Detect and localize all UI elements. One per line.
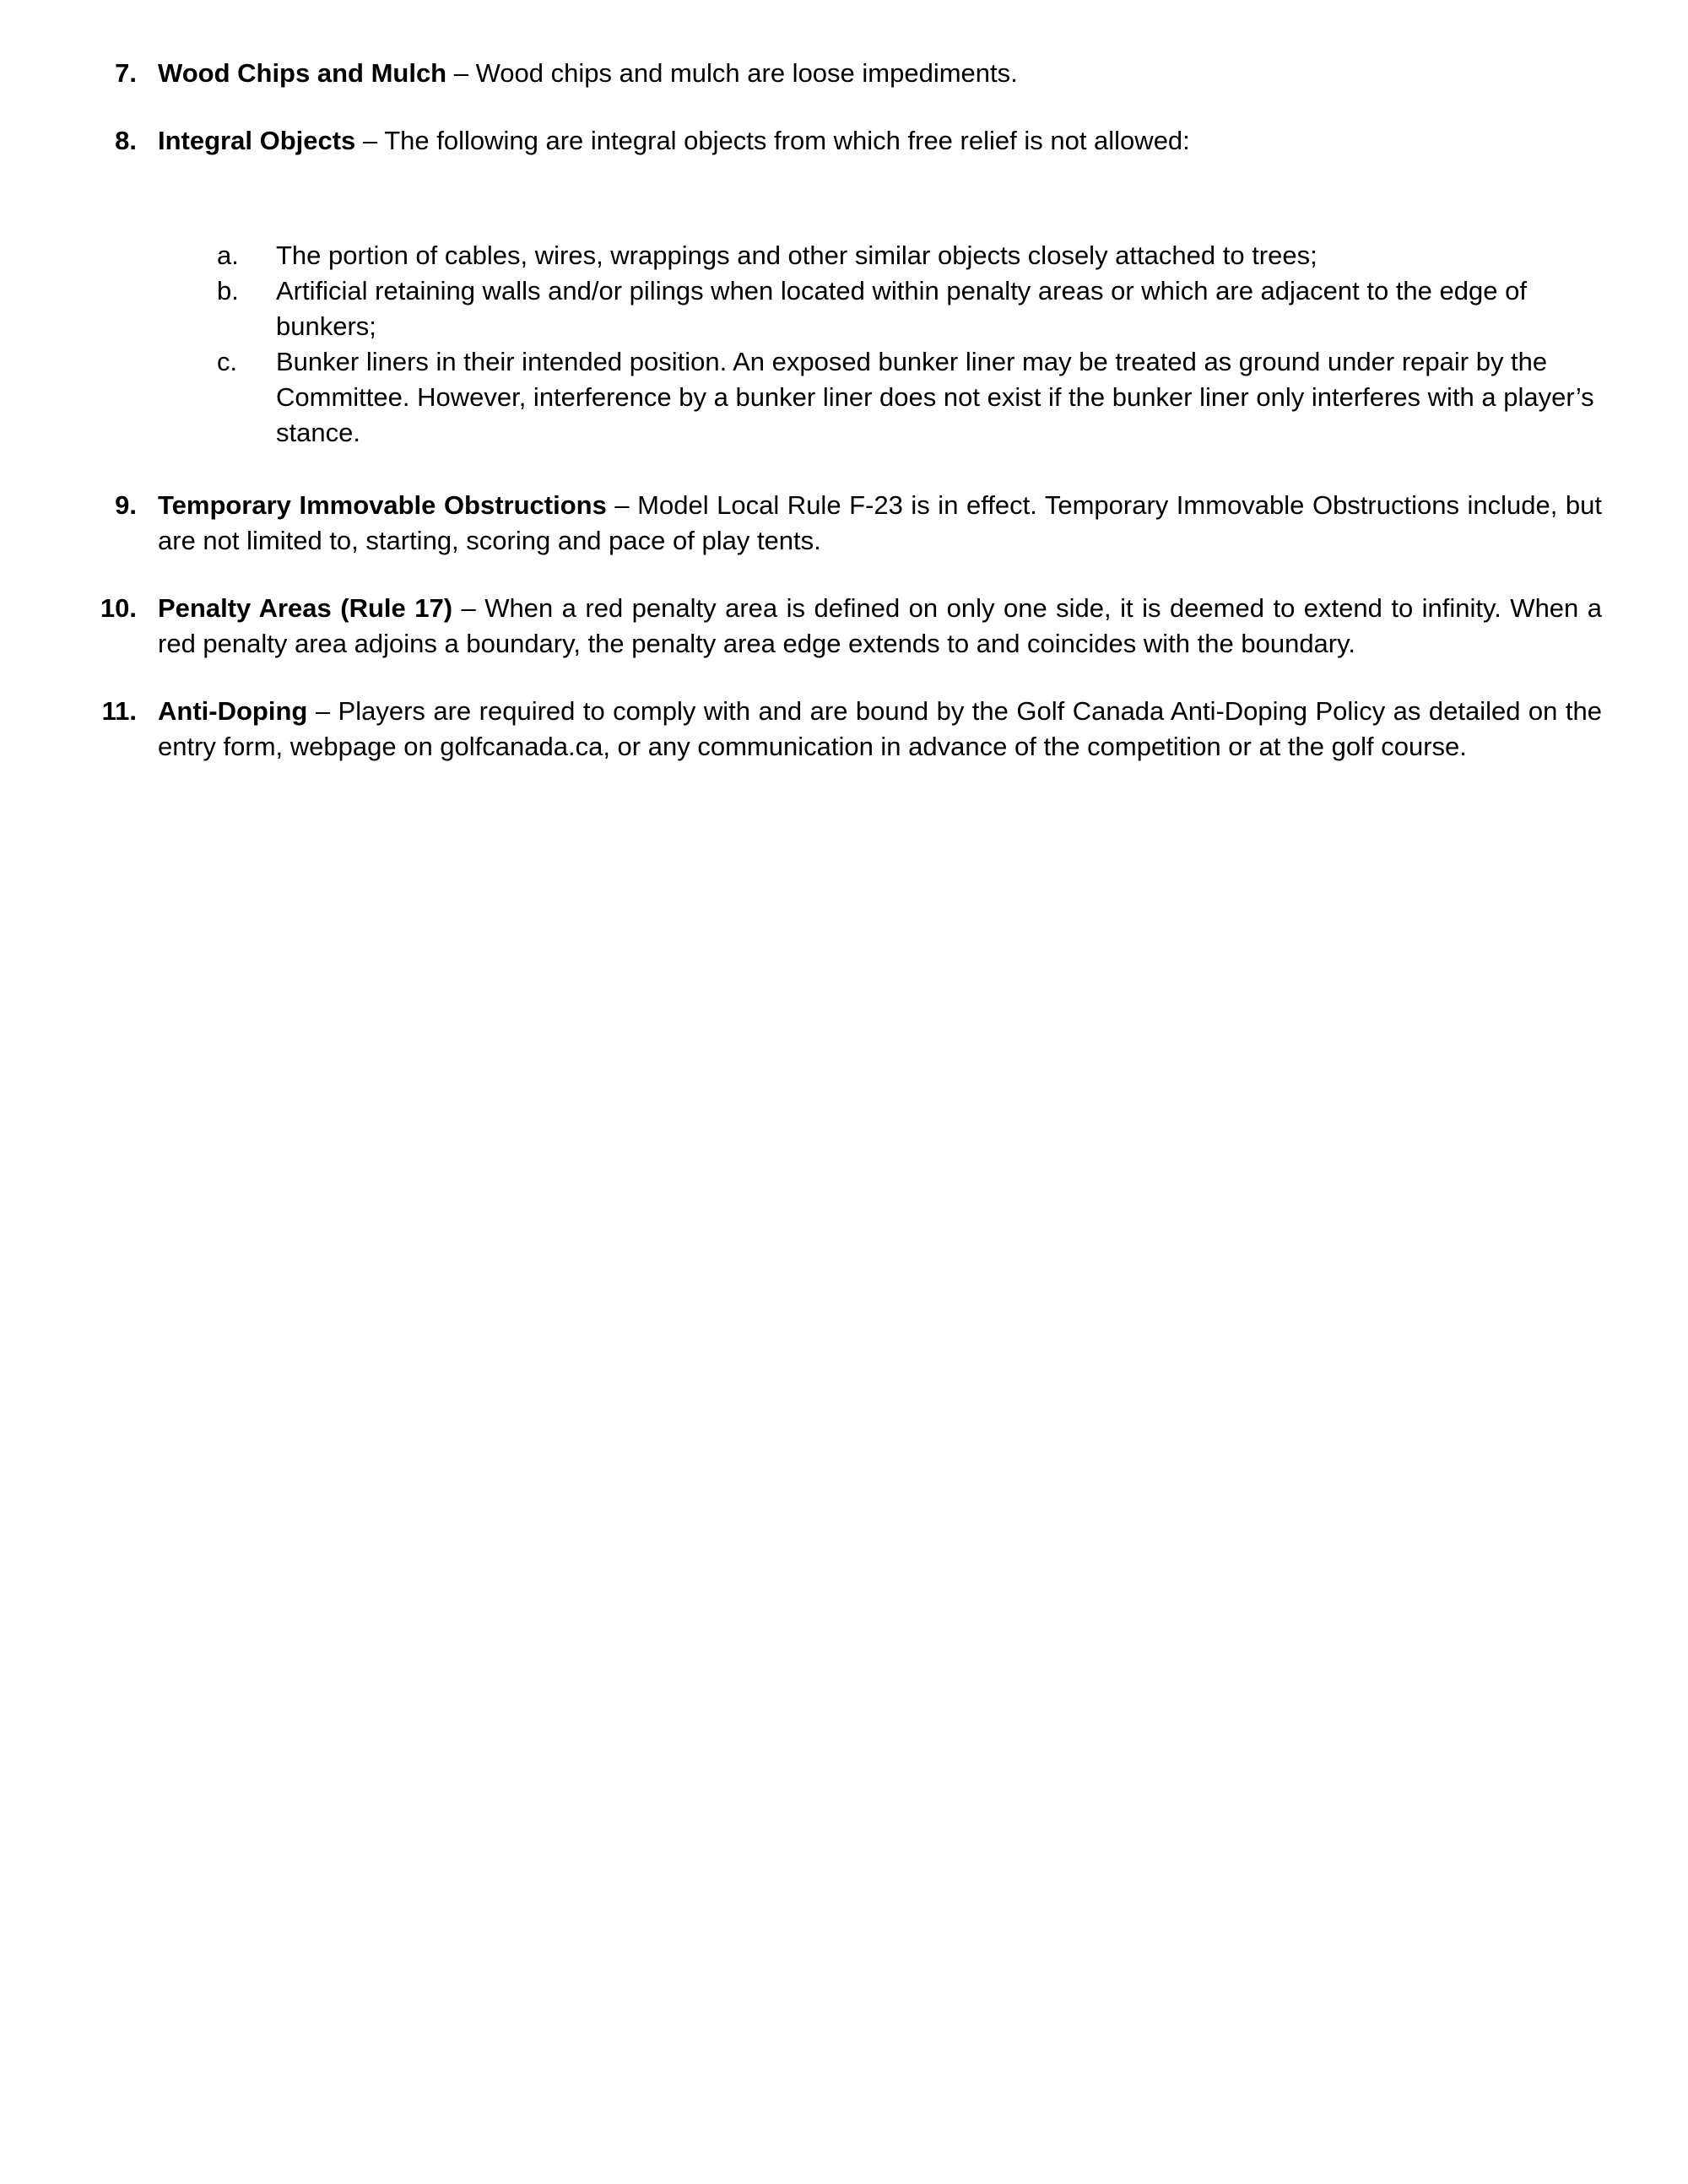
sub-item-text: The portion of cables, wires, wrappings and other similar objects closely attached to trees; bbox=[276, 241, 1317, 270]
integral-objects-sublist bbox=[0, 191, 1688, 488]
sub-item-text: Artificial retaining walls and/or pilings when located within penalty areas or which are adjacent to the edge of bunkers; bbox=[276, 276, 1527, 341]
sub-item-letter: c. bbox=[217, 347, 238, 376]
sub-item-letter: a. bbox=[217, 241, 239, 270]
sub-item-text: Bunker liners in their intended position. An exposed bunker liner may be treated as ground under repair by the Committee. However, interference by a bunker liner does not exist if the bunker liner only interferes with a player’s stance. bbox=[276, 347, 1594, 447]
sub-item-letter: b. bbox=[217, 276, 239, 305]
sub-item-c bbox=[0, 344, 1688, 451]
rule-label: Anti-Doping bbox=[158, 696, 308, 726]
rule-label: Integral Objects bbox=[158, 126, 356, 155]
rule-text: – When a red penalty area is defined on only one side, it is deemed to extend to infinity. When a red penalty area adjoins a boundary, the penalty area edge extends to and coincides with the boundary. bbox=[158, 593, 1603, 658]
rule-number: 10. bbox=[100, 593, 137, 623]
rule-body bbox=[158, 123, 1602, 159]
sub-item-b bbox=[0, 273, 1688, 344]
rule-body bbox=[158, 591, 1602, 662]
rule-number: 8. bbox=[115, 126, 137, 155]
rule-text: – Players are required to comply with and are bound by the Golf Canada Anti-Doping Policy as detailed on the entry form, webpage on golfcanada.ca, or any communication in advance of the competition or at the golf course. bbox=[158, 696, 1602, 761]
sub-item-a bbox=[0, 238, 1688, 273]
rule-text: – The following are integral objects from which free relief is not allowed: bbox=[362, 126, 1190, 155]
rule-item-8 bbox=[0, 123, 1688, 191]
rule-text: – Wood chips and mulch are loose impediments. bbox=[453, 58, 1018, 88]
rule-label: Temporary Immovable Obstructions bbox=[158, 490, 607, 520]
rule-text: – Model Local Rule F-23 is in effect. Temporary Immovable Obstructions include, but are not limited to, starting, scoring and pace of play tents. bbox=[158, 490, 1602, 555]
rule-body bbox=[158, 694, 1602, 765]
rule-item-11 bbox=[0, 694, 1688, 797]
rule-body bbox=[158, 56, 1602, 91]
rule-label: Penalty Areas (Rule 17) bbox=[158, 593, 453, 623]
rule-body bbox=[158, 488, 1602, 559]
rule-item-7 bbox=[0, 56, 1688, 123]
rule-item-9 bbox=[0, 488, 1688, 591]
rule-label: Wood Chips and Mulch bbox=[158, 58, 447, 88]
rule-number: 9. bbox=[115, 490, 137, 520]
rule-number: 11. bbox=[101, 696, 137, 726]
rule-number: 7. bbox=[115, 58, 137, 88]
rule-item-10 bbox=[0, 591, 1688, 694]
